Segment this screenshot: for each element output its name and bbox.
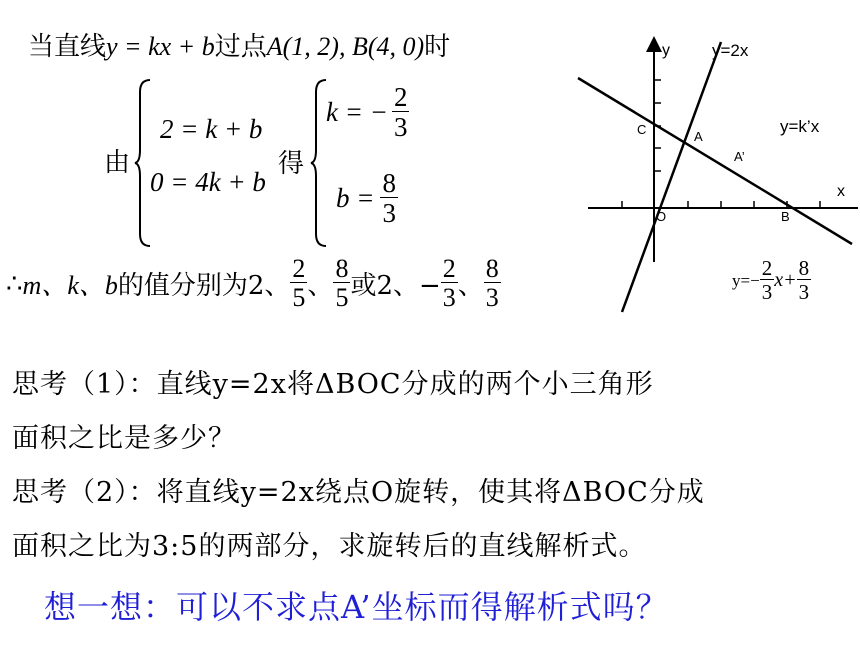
question-2-line-2: 面积之比为3:5的两部分，求旋转后的直线解析式。	[12, 531, 647, 562]
therefore-symbol: ∴	[6, 268, 23, 299]
conclusion-vars: m、k、b	[22, 271, 118, 300]
solution-b	[336, 170, 398, 227]
condition-suffix: 时	[424, 32, 451, 62]
label-y2x: y=2x	[712, 41, 749, 60]
de-label: 得	[278, 149, 305, 179]
solution-b-den: 3	[382, 198, 396, 228]
graph-eq-f1-den: 3	[761, 280, 773, 304]
equation-1: 2 = k + b	[160, 114, 263, 144]
solution-k-den: 3	[393, 112, 408, 142]
solution-b-lhs: b =	[336, 183, 375, 213]
conclusion-f4-den: 3	[485, 283, 499, 312]
solution-k-lhs: k = −	[326, 97, 388, 127]
point-O-label: O	[656, 209, 667, 224]
label-ykx: y=k’x	[780, 117, 820, 136]
conclusion-f3-den: 3	[442, 283, 456, 312]
solution-k-num: 2	[393, 82, 408, 112]
equation-2: 0 = 4k + b	[150, 167, 266, 197]
line-y-2x	[622, 42, 721, 312]
condition-prefix: 当直线	[28, 32, 107, 62]
conclusion-f1-den: 5	[292, 283, 306, 312]
conclusion-f3-num: 2	[442, 254, 456, 283]
point-C-label: C	[637, 122, 647, 137]
conclusion-f2-den: 5	[335, 283, 349, 312]
conclusion-sep2: 、	[457, 271, 484, 301]
point-A-label: A	[694, 129, 703, 144]
coordinate-graph	[570, 28, 860, 348]
solution-b-num: 8	[382, 168, 396, 198]
conclusion-f1-num: 2	[292, 254, 306, 283]
condition-mid: 过点	[214, 32, 267, 62]
you-label: 由	[104, 148, 131, 178]
points-AB: A(1, 2), B(4, 0)	[266, 32, 425, 61]
graph-eq-f1-num: 2	[761, 256, 773, 280]
graph-eq-prefix: y=−	[732, 270, 760, 290]
x-axis-label: x	[837, 183, 845, 200]
graph-eq-x: x+	[774, 269, 797, 291]
conclusion-or: 或2、−	[350, 271, 441, 301]
solution-k	[326, 84, 409, 141]
conclusion-f2-num: 8	[335, 254, 349, 283]
line-CB	[578, 78, 852, 244]
conclusion-f4-num: 8	[485, 254, 499, 283]
line-equation: y = kx + b	[106, 32, 215, 61]
graph-eq-f2-den: 3	[798, 280, 810, 304]
question-2-line-1: 思考（2）：将直线y=2x绕点O旋转，使其将ΔBOC分成	[12, 477, 705, 508]
conclusion-line	[6, 256, 501, 311]
conclusion-text: 的值分别为2、	[117, 271, 291, 301]
think-prompt: 想一想：可以不求点A’坐标而得解析式吗？	[44, 588, 669, 626]
conclusion-sep1: 、	[307, 271, 334, 301]
graph-equation	[732, 258, 811, 303]
condition-line	[28, 26, 450, 63]
left-brace	[134, 78, 154, 248]
y-axis-label: y	[662, 42, 670, 59]
point-Aprime-label: A’	[734, 149, 745, 164]
graph-eq-f2-num: 8	[798, 256, 810, 280]
question-1-line-1: 思考（1）：直线y=2x将ΔBOC分成的两个小三角形	[12, 369, 654, 400]
question-1-line-2: 面积之比是多少？	[12, 423, 236, 454]
point-B-label: B	[781, 209, 790, 224]
